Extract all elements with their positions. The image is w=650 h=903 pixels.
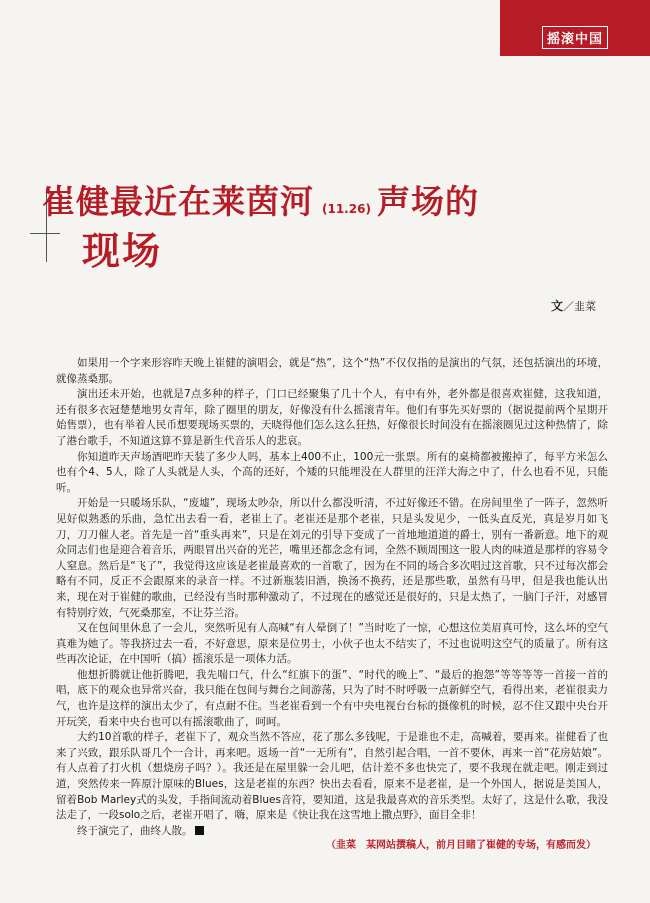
title-line-1	[42, 176, 479, 223]
article-paragraph: 你知道昨天声场酒吧昨天装了多少人吗，基本上400不止，100元一张票。所有的桌椅都被搬掉了，每平方米怎么也有个4、5人，除了人头就是人头，个高的还好，个矮的只能埋没在人群里的汪洋大海之中了，什么也看不见，只能听。	[56, 450, 608, 494]
title-date: (11.26)	[322, 202, 371, 216]
title-text-start: 崔健最近在莱茵河	[42, 182, 314, 221]
article-paragraph: 又在包间里休息了一会儿，突然听见有人高喊“有人晕倒了！”当时吃了一惊，心想这位美眉真可怜，这么坏的空气真难为她了。等我挤过去一看，不好意思，原来是位男士，小伙子也太不结实了，不过也说明这空气的质量了。所有这些再次论证，在中国听（搞）摇滚乐是一项体力活。	[56, 622, 608, 666]
end-mark-icon	[195, 826, 204, 835]
article-paragraph: 如果用一个字来形容昨天晚上崔健的演唱会，就是“热”，这个“热”不仅仅指的是演出的气氛，还包括演出的环境，就像蒸桑那。	[56, 357, 608, 385]
byline-separator: ／	[563, 300, 574, 313]
section-tab-label: 摇滚中国	[542, 26, 608, 49]
author-note: （韭菜 某网站撰稿人，前月目睹了崔健的专场，有感而发）	[326, 840, 596, 851]
article-paragraph: 大约10首歌的样子，老崔下了，观众当然不答应，花了那么多钱呢，于是谁也不走，高喊着，要再来。崔健看了也来了兴致，跟乐队哥几个一合计，再来吧。返场一首“一无所有”，自然引起合唱，一首不要休，再来一首“花房姑娘”。有人点着了打火机（想烧房子吗？）。我还是在屋里躲一会儿吧，估计差不多也快完了，要不我现在就走吧。刚走到过道，突然传来一阵原汁原味的Blues，这是老崔的东西？快出去看看，原来不是老崔，是一个外国人，据说是美国人，留着Bob Marley式的头发，手指间流动着Blues音符，要知道，这是我最喜欢的音乐类型。太好了，这是什么歌，我没法走了，一段solo之后，老崔开唱了，嗨，原来是《快让我在这雪地上撒点野》，面目全非！	[56, 731, 608, 822]
article-paragraph: 他想折腾就让他折腾吧，我先喘口气，什么“红旗下的蛋”、“时代的晚上”、“最后的抱怨”等等等等一首接一首的唱，底下的观众也异常兴奋，我只能在包间与舞台之间游荡，只为了时不时呼吸一点新鲜空气，看得出来，老崔很卖力气，也许是这样的演出太少了，有点耐不住。当老崔看到一个有中央电视台台标的摄像机的时候，忍不住又跟中央台开开玩笑，看来中央台也可以有摇滚歌曲了，呵呵。	[56, 668, 608, 728]
title-text-end: 声场的	[376, 182, 479, 221]
title-horizontal-rule	[30, 233, 60, 234]
byline	[551, 297, 596, 314]
byline-label: 文	[550, 299, 563, 313]
section-tab	[500, 0, 650, 56]
closing-text: 终于演完了，曲终人散。	[77, 824, 193, 837]
article-paragraph: 演出还未开始，也就是7点多种的样子，门口已经聚集了几十个人，有中有外，老外都是很喜欢崔健，这我知道，还有很多衣冠楚楚地男女青年，除了圈里的朋友，好像没有什么摇滚青年。他们有事先买好票的（据说提前两个星期开始售票），也有举着人民币想要现场买票的，天晓得他们怎么这么狂热，好像很长时间没有在摇滚圈见过这种热情了，除了港台歌手，不知道这算不算是新生代音乐人的悲哀。	[56, 388, 608, 447]
title-line-2: 现场	[82, 229, 163, 273]
article-body	[56, 356, 608, 839]
article-paragraph: 开始是一只暖场乐队，“废墟”，现场太吵杂，所以什么都没听清，不过好像还不错。在房间里坐了一阵子，忽然听见好似熟悉的乐曲，急忙出去看一看，老崔上了。老崔还是那个老崔，只是头发见少，一低头直反光，真是岁月如飞刀，刀刀催人老。首先是一首“重头再来”，只是在刘元的引导下变成了一首地地道道的爵士，别有一番新意。地下的观众同志们也是迎合着音乐，两眼冒出兴奋的光芒，嘴里还都念念有词，全然不顾周围这一股人肉的味道是那样的容易令人窒息。然后是“飞了”，我觉得这应该是老崔最喜欢的一首歌了，因为在不同的场合多次唱过这首歌，只不过每次都会略有不同，反正不会跟原来的录音一样。不过新瓶装旧酒，换汤不换药，还是那些歌，虽然有马甲，但是我也能认出来，现在对于崔健的歌曲，已经没有当时那种激动了，不过现在的感觉还是很好的，只是太热了，一脑门子汗，对感冒有特别疗效，气死桑那室，不让芬兰浴。	[56, 497, 608, 619]
byline-author: 韭菜	[574, 300, 596, 313]
